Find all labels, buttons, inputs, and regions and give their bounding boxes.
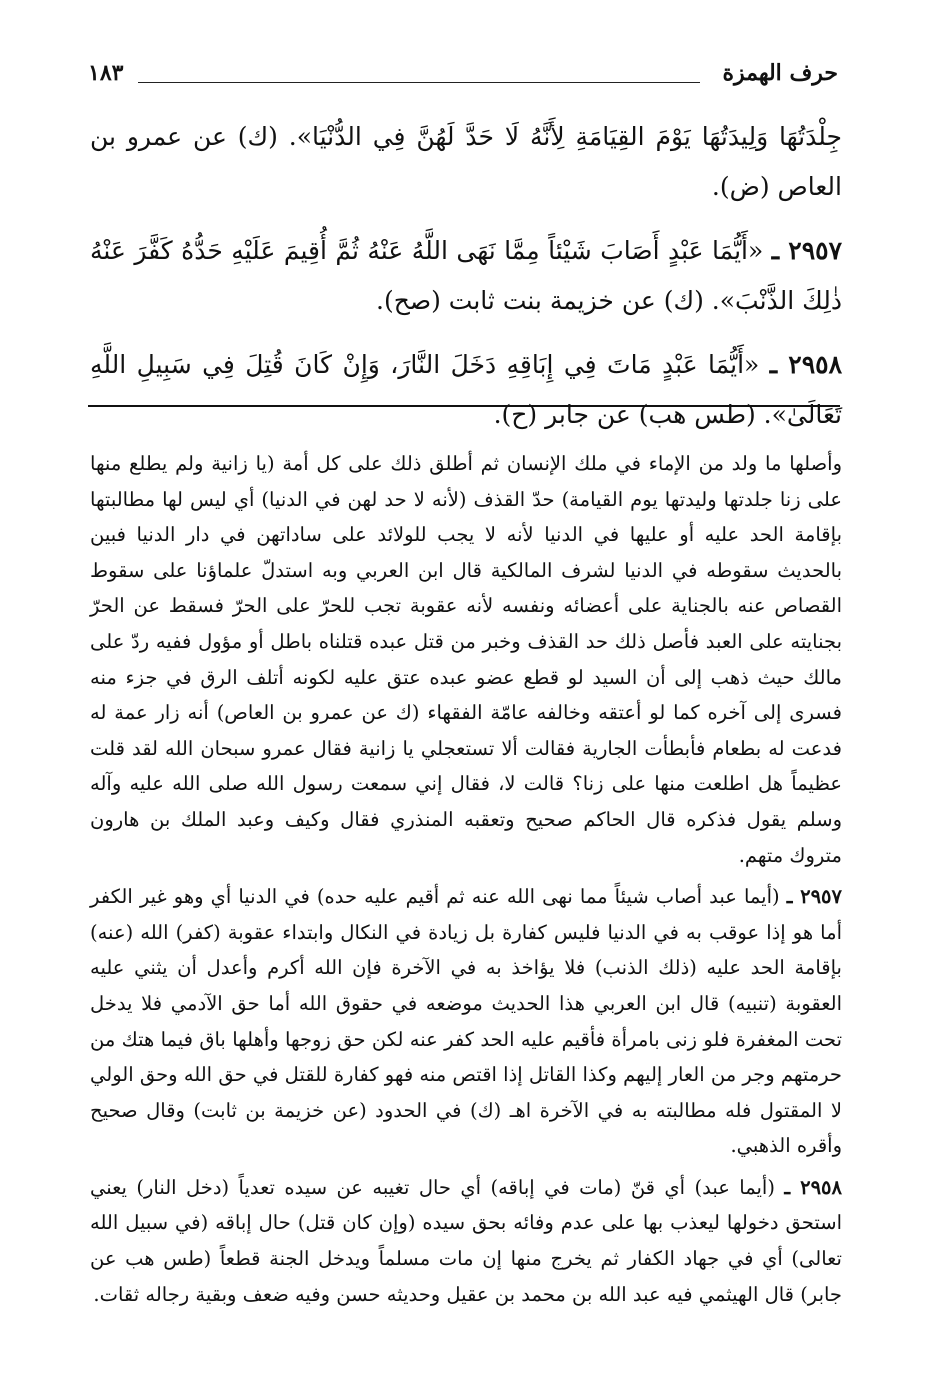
commentary-text: (أيما عبد) أي قنّ (مات في إباقه) أي حال تغيبه عن سيده تعدياً (دخل النار) يعني استحق دخولها ليعذب بها على عدم وفائه بحق سيده (وإن كان قتل) حال إباقه (في سبيل الله تعالى) أي في جهاد الكفار ثم يخرج منها إن مات مسلماً ويدخل الجنة قطعاً (طس هب عن جابر) قال الهيثمي فيه عبد الله بن محمد بن عقيل وحديثه حسن وفيه ضعف وبقية رجاله ثقات. [90, 1175, 842, 1306]
running-header [88, 58, 838, 92]
hadith-body: «أَيُّمَا عَبْدٍ أَصَابَ شَيْئاً مِمَّا نَهَى اللَّهُ عَنْهُ ثُمَّ أُقِيمَ عَلَيْهِ حَدُّهُ كَفَّرَ عَنْهُ ذٰلِكَ الذَّنْبَ». (ك) عن خزيمة بنت ثابت (صح). [90, 236, 842, 315]
hadith-body: «أَيُّمَا عَبْدٍ مَاتَ فِي إِبَاقِهِ دَخَلَ النَّارَ، وَإِنْ كَانَ قُتِلَ فِي سَبِيلِ اللَّهِ تَعَالَىٰ». (طس هب) عن جابر (ح). [90, 350, 842, 429]
commentary-number: ٢٩٥٨ ـ [784, 1175, 842, 1199]
chapter-title: حرف الهمزة [722, 60, 838, 86]
commentary-paragraph-2958 [90, 1170, 842, 1312]
hadith-continuation: جِلْدَتُهَا وَلِيدَتُهَا يَوْمَ القِيَامَةِ لِأَنَّهُ لَا حَدَّ لَهُنَّ فِي الدُّنْيَا». (ك) عن عمرو بن العاص (ض). [90, 122, 842, 201]
commentary-block [90, 446, 842, 1318]
commentary-text: (أيما عبد أصاب شيئاً مما نهى الله عنه ثم أقيم عليه حده) في الدنيا أي وهو غير الكفر أما هو إذا عوقب به في الدنيا فليس كفارة بل زيادة في النكال وابتداء عقوبة (كفر) الله (عنه) بإقامة الحد عليه (ذلك الذنب) فلا يؤاخذ به في الآخرة فإن الله أكرم وأعدل أن يثني عليه العقوبة (تنبيه) قال ابن العربي هذا الحديث موضعه في حقوق الله أما حق الآدمي فلا يدخل تحت المغفرة فلو زنى بامرأة فأقيم عليه الحد كفر عنه لكن حق زوجها وأهلها باق فيما هتك من حرمتهم وجر من العار إليهم وكذا القاتل إذا اقتص منه فهو كفارة للقتل في حق الله وحق الولي لا المقتول فله مطالبته به في الآخرة اهـ (ك) في الحدود (عن خزيمة بن ثابت) وقال صحيح وأقره الذهبي. [90, 885, 842, 1158]
page-number: ١٨٣ [88, 60, 124, 86]
hadith-number: ٢٩٥٧ ـ [771, 236, 842, 265]
hadith-text-block [90, 112, 842, 454]
header-rule [138, 82, 700, 83]
commentary-paragraph-2957 [90, 879, 842, 1164]
hadith-2958 [90, 340, 842, 440]
hadith-number: ٢٩٥٨ ـ [769, 350, 842, 379]
section-divider [88, 405, 840, 407]
hadith-2957 [90, 226, 842, 326]
commentary-paragraph: وأصلها ما ولد من الإماء في ملك الإنسان ثم أطلق ذلك على كل أمة (يا زانية ولم يطلع منها على زنا جلدتها وليدتها يوم القيامة) حدّ القذف (لأنه لا حد لهن في الدنيا) أي ليس لها مطالبتها بإقامة الحد عليه أو عليها في الدنيا لأنه لا يجب للولائد على ساداتهن في دار الدنيا فبين بالحديث سقوطه في الدنيا لشرف المالكية قال ابن العربي وبه استدلّ علماؤنا على سقوط القصاص عنه بالجناية على أعضائه ونفسه لأنه عقوبة تجب للحرّ على الحرّ فسقط عن الحرّ بجنايته على العبد فأصل ذلك حد القذف وخبر من قتل عبده قتلناه باطل أو مؤول ففيه ردّ على مالك حيث ذهب إلى أن السيد لو قطع عضو عبده عتق عليه لكونه أتلف الرق في جزء منه فسرى إلى آخره كما لو أعتقه وخالفه عامّة الفقهاء (ك عن عمرو بن العاص) أنه زار عمة له فدعت له بطعام فأبطأت الجارية فقالت ألا تستعجلي يا زانية فقال عمرو سبحان الله لقد قلت عظيماً هل اطلعت منها على زنا؟ قالت لا، فقال إني سمعت رسول الله صلى الله عليه وآله وسلم يقول فذكره قال الحاكم صحيح وتعقبه المنذري فقال وكيف وعبد الملك بن هارون متروك متهم. [90, 452, 842, 867]
commentary-number: ٢٩٥٧ ـ [786, 885, 842, 909]
